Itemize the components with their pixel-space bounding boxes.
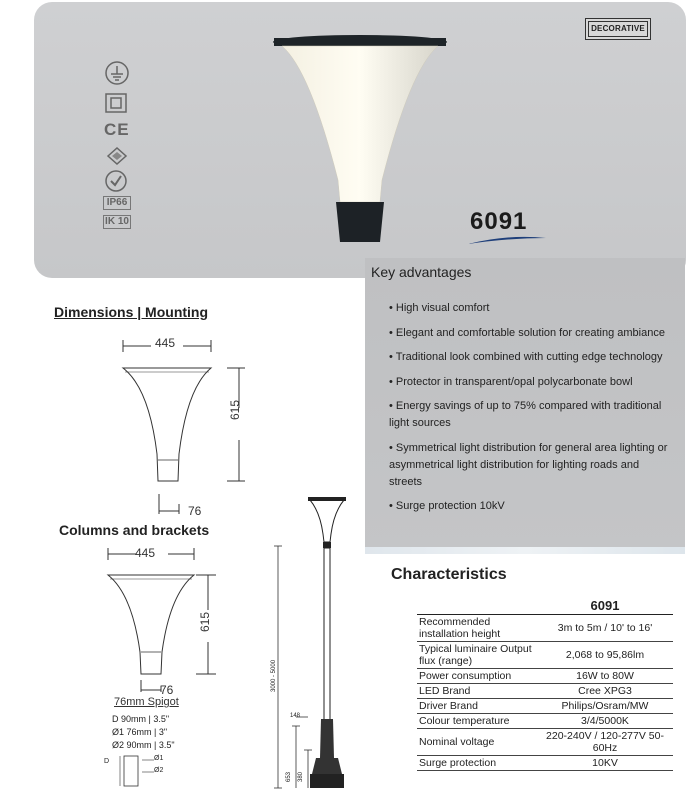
- double-insulation-icon: [104, 92, 128, 114]
- model-swoosh: [468, 234, 548, 246]
- dim-148-label: 148: [290, 713, 301, 719]
- row-label: Nominal voltage: [417, 729, 537, 756]
- dim-380-label: 380: [298, 771, 304, 782]
- spigot-spec: Ø2 90mm | 3.5": [112, 740, 175, 750]
- spigot-label: 76mm Spigot: [114, 696, 179, 708]
- row-value: 2,068 to 95,86lm: [537, 642, 673, 669]
- advantage-item: • Surge protection 10kV: [389, 500, 505, 512]
- dimensions-drawing: [115, 336, 255, 516]
- row-label: Recommended installation height: [417, 615, 537, 642]
- spigot-spec: Ø1 76mm | 3": [112, 727, 168, 737]
- dim-width-label: 445: [155, 336, 176, 350]
- table-row: [417, 714, 673, 729]
- row-value: 3m to 5m / 10' to 16': [537, 615, 673, 642]
- category-badge: DECORATIVE: [585, 18, 651, 40]
- row-label: LED Brand: [417, 684, 537, 699]
- table-row: [417, 669, 673, 684]
- advantage-item: • High visual comfort: [389, 302, 490, 314]
- ip-rating: IP66: [103, 196, 131, 210]
- pole-drawing: [268, 494, 358, 797]
- spigot-spec: D 90mm | 3.5": [112, 714, 170, 724]
- row-value: 16W to 80W: [537, 669, 673, 684]
- table-row: [417, 642, 673, 669]
- table-row: [417, 729, 673, 756]
- spigot-detail-drawing: [100, 752, 180, 792]
- table-row: [417, 684, 673, 699]
- table-header-row: [417, 597, 673, 615]
- dimensions-title: Dimensions | Mounting: [54, 304, 209, 320]
- row-value: 10KV: [537, 756, 673, 771]
- key-advantages-title: Key advantages: [371, 264, 472, 280]
- col-base-label: 76: [160, 683, 174, 697]
- earth-ground-icon: [104, 60, 130, 86]
- characteristics-table: [417, 597, 673, 771]
- row-label: Colour temperature: [417, 714, 537, 729]
- row-value: Cree XPG3: [537, 684, 673, 699]
- advantage-item: • Elegant and comfortable solution for creating ambiance: [389, 326, 665, 339]
- dim-653-label: 653: [286, 771, 292, 782]
- row-value: Philips/Osram/MW: [537, 699, 673, 714]
- table-row: [417, 699, 673, 714]
- ce-mark-icon: CE: [104, 120, 130, 139]
- dim-height-label: 615: [228, 399, 242, 420]
- dim-base-label: 76: [188, 504, 202, 518]
- advantage-item: • Traditional look combined with cutting edge technology: [389, 351, 663, 363]
- spigot-o1-label: Ø1: [154, 755, 164, 762]
- table-row: [417, 756, 673, 771]
- lamp-photo: [260, 30, 460, 250]
- row-value: 3/4/5000K: [537, 714, 673, 729]
- row-label: Driver Brand: [417, 699, 537, 714]
- columns-title: Columns and brackets: [59, 522, 210, 538]
- ik-rating: IK 10: [103, 215, 131, 229]
- row-label: Surge protection: [417, 756, 537, 771]
- col-height-label: 615: [198, 611, 212, 632]
- key-advantages-list: [389, 300, 669, 523]
- row-label: Power consumption: [417, 669, 537, 684]
- pole-height-label: 3000 - 5000: [271, 659, 277, 692]
- col-width-label: 445: [135, 546, 156, 560]
- spigot-o2-label: Ø2: [154, 767, 164, 774]
- row-value: 220-240V / 120-277V 50-60Hz: [537, 729, 673, 756]
- advantage-item: • Protector in transparent/opal polycarbonate bowl: [389, 375, 633, 388]
- advantage-item: • Energy savings of up to 75% compared with traditional light sources: [389, 400, 662, 429]
- eac-mark-icon: [104, 146, 130, 166]
- advantage-item: • Symmetrical light distribution for general area lighting or asymmetrical light distribution for lighting roads and streets: [389, 441, 668, 488]
- model-number: 6091: [470, 208, 528, 235]
- row-label: Typical luminaire Output flux (range): [417, 642, 537, 669]
- table-row: [417, 615, 673, 642]
- spigot-d-label: D: [104, 758, 110, 765]
- characteristics-title: Characteristics: [391, 566, 507, 583]
- rohs-check-icon: [104, 169, 128, 193]
- table-header-model: 6091: [537, 597, 673, 615]
- advantages-accent-bar: [365, 547, 685, 554]
